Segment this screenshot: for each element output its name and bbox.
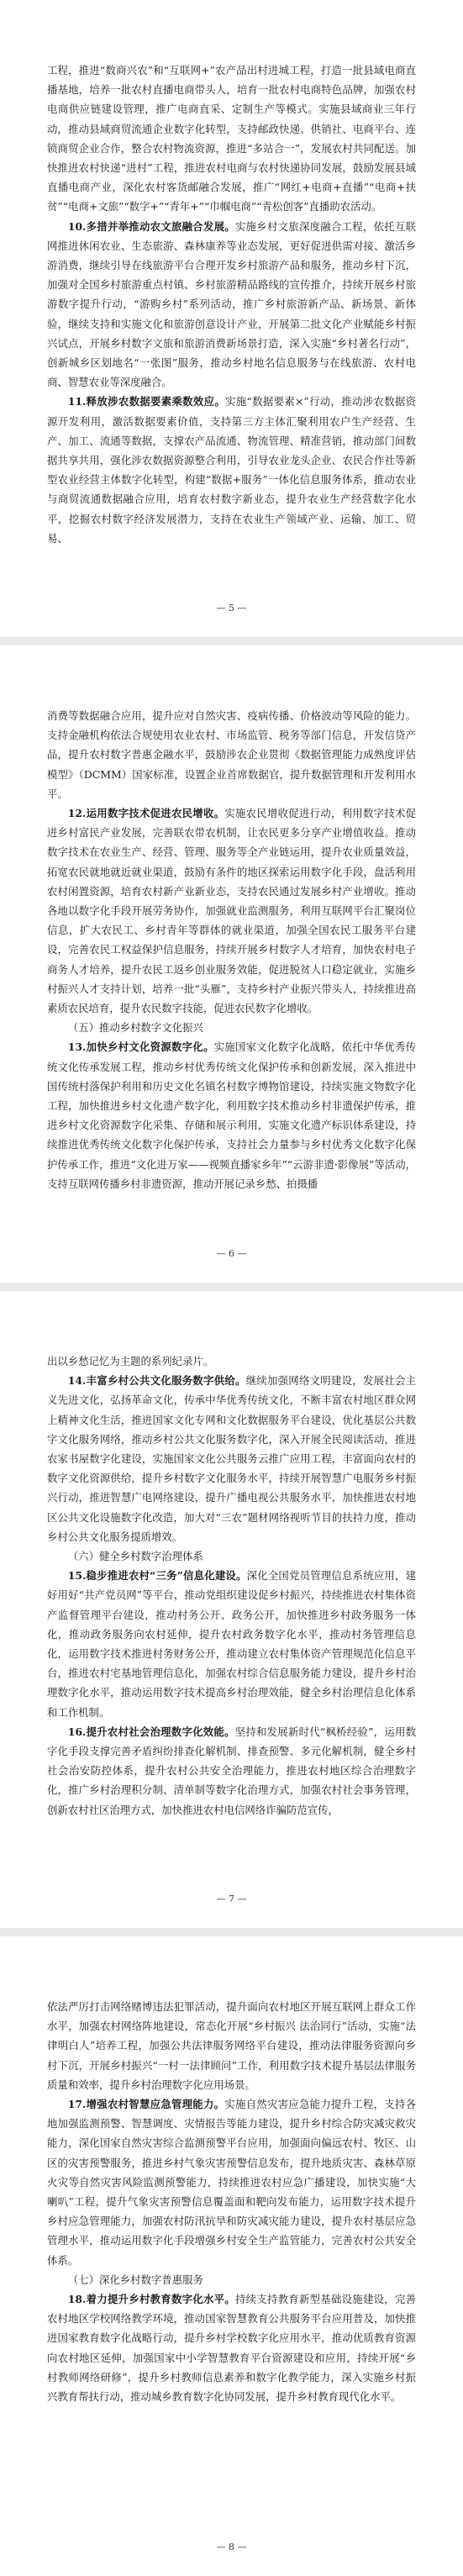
paragraph: 14.丰富乡村公共文化服务数字供给。继续加强网络文明建设，发展社会主义先进文化，弘扬革命文化，传承中华优秀传统文化，不断丰富农村地区群众网上精神文化生活，推进国家文化专网和文化数据服务平台建设，优化基层公共数字文化服务网络，推动乡村公共文化服务数字化，深入开展全民阅读活动，推进农家书屋数字化建设，实施国家文化公共服务云推广应用工程，丰富面向农村的数字文化资源供给，提升乡村数字文化服务水平，持续开展智慧广电服务乡村振兴行动，推进智慧广电网络建设，提升广播电视公共服务水平，加快推进农村地区公共文化设施数字化改造，加大对“三农”题材网络视听节目的扶持力度，推动乡村公共文化服务提质增效。	[47, 1374, 417, 1543]
paragraph: 16.提升农村社会治理数字化效能。坚持和发展新时代“枫桥经验”，运用数字化手段支撑完善矛盾纠纷排查化解机制、排查预警、多元化解机制，健全乡村社会治安防控体系，提升农村公共安全治理能力，推进农村地区综合治理数字化，推广乡村治理积分制、清单制等数字化治理方式，加强农村社会事务管理，创新农村社区治理方式，加快推进农村电信网络诈骗防范宣传，	[47, 1725, 417, 1816]
paragraph-lead: 10.多措并举推动农文旅融合发展。	[67, 219, 235, 233]
document-page-8	[0, 1936, 463, 2576]
paragraph: 工程，推进“数商兴农”和“互联网+”农产品出村进城工程，打造一批县域电商直播基地，培养一批农村直播电商带头人，培育一批农村电商特色品牌，加强农村电商供应链建设管理，推广电商直采、定制生产等模式。实施县域商业三年行动，推动县域商贸流通企业数字化转型，支持邮政快递、供销社、电商平台、连锁商贸企业合作，整合农村物流资源，推进“多站合一”，发展农村共同配送。加快推进农村快递“进村”工程，推进农村电商与农村快递协同发展，鼓励发展县域直播电商产业，深化农村客货邮融合发展，推广“网红+电商+直播”“电商+扶贫”“电商+文旅”“数字+”“青年+”“巾帼电商”“青松创客”直播助农活动。	[47, 64, 416, 213]
document-page-7	[0, 1291, 463, 1928]
document-page-6	[0, 645, 463, 1283]
paragraph-lead: 18.着力提升乡村教育数字化水平。	[67, 2293, 235, 2306]
page-number: — 8 —	[216, 2542, 247, 2552]
paragraph: 出以乡愁记忆为主题的系列纪录片。	[47, 1355, 214, 1367]
paragraph-lead: 15.稳步推进农村“三务”信息化建设。	[67, 1569, 247, 1583]
page-number: — 6 —	[216, 1248, 247, 1259]
paragraph-lead: 17.增强农村智慧应急管理能力。	[67, 2098, 225, 2111]
paragraph: 13.加快乡村文化资源数字化。实施国家文化数字化战略，依托中华优秀传统文化传承发展工程，推动乡村优秀传统文化保护传承和创新发展，深入推进中国传统村落保护利用和历史文化名镇名村数字博物馆建设，持续实施文物数字化工程，加快推进乡村文化遗产数字化，利用数字技术推动乡村非遗保护传承，推进乡村文化资源数字化采集、存储和展示利用，实施文化遗产标识体系建设，持续推进优秀传统文化数字化保护传承，支持社会力量参与乡村优秀文化数字化保护传承工作，推进“文化进万家——视频直播家乡年”“云游非遗·影像展”等活动，支持互联网传播乡村非遗资源，推动开展记录乡愁、拍摄播	[47, 1040, 417, 1190]
paragraph: 依法严厉打击网络赌博违法犯罪活动，提升面向农村地区开展互联网上群众工作水平，加强农村网络阵地建设，常态化开展“乡村振兴 法治同行”活动，实施“法律明白人”培养工程，加强公共法律服务网络平台建设，推动法律服务资源向乡村下沉，开展乡村振兴“一村一法律顾问”工作，利用数字技术提升基层法律服务质量和效率，提升乡村治理数字化应用场景。	[47, 2000, 416, 2091]
paragraph-lead: 14.丰富乡村公共文化服务数字供给。	[67, 1374, 246, 1388]
paragraph: 15.稳步推进农村“三务”信息化建设。深化全国党员管理信息系统应用，建好用好“共产党员网”等平台，推动党组织建设促乡村振兴，持续推进农村集体资产监督管理平台建设，推动村务公开、政务公开，加快推进乡村政务服务一体化，推动政务服务向农村延伸，提升农村政务数字化水平，推动村务管理信息化，运用数字技术推进村务财务公开，推动建立农村集体资产管理规范化信息平台，推进农村宅基地管理信息化，加强农村综合信息服务能力建设，提升乡村治理数字化水平，推动运用数字技术提高乡村治理效能，健全乡村治理信息化体系和工作机制。	[47, 1569, 417, 1719]
paragraph: 11.释放涉农数据要素乘数效应。实施“数据要素×”行动，推动涉农数据资源开发利用，激活数据要素价值，支持第三方主体汇聚利用农户生产经营、生产、加工、流通等数据，支撑农产品流通、物流管理、精准营销，推动部门间数据共享共用，强化涉农数据资源整合利用，引导农业龙头企业、农民合作社等新型农业经营主体数字化转型，构建“数据+服务”一体化信息服务体系，推动农业与商贸流通数据融合应用，培育农村数字新业态，提升农业生产经营数字化水平，挖掘农村数字经济发展潜力，支持在农业生产领域产业、运输、加工、贸易、	[47, 395, 416, 545]
paragraph: 18.着力提升乡村教育数字化水平。持续支持教育新型基础设施建设，完善农村地区学校网络教学环境，推动国家智慧教育公共服务平台应用普及，加快推进国家教育数字化战略行动，提升乡村学校数字化应用水平，推动优质教育资源向农村地区延伸，加强国家中小学智慧教育平台资源建设和应用，持续开展“乡村教师网络研修”，提升乡村教师信息素养和数字化教学能力，深入实施乡村振兴教育帮扶行动，推动城乡教育数字化协同发展，提升乡村教育现代化水平。	[47, 2293, 416, 2404]
paragraph: 17.增强农村智慧应急管理能力。实施自然灾害应急能力提升工程，支持各地加强监测预警、智慧调度、灾情报告等能力建设，提升乡村综合防灾减灾救灾能力，深化国家自然灾害综合监测预警平台应用，加强面向偏远农村、牧区、山区的灾害预警服务，推进乡村气象灾害预警信息发布，提升地质灾害、森林草原火灾等自然灾害风险监测预警能力，持续推进农村应急广播建设，加快实施“大喇叭”工程，提升气象灾害预警信息覆盖面和靶向发布能力，运用数字技术提升乡村应急管理能力，加强农村防汛抗旱和防灾减灾能力建设，提升农村基层应急管理水平，推动运用数字化手段增强乡村安全生产监管能力，完善农村公共安全体系。	[47, 2098, 417, 2267]
section-heading: （七）深化乡村数字普惠服务	[67, 2273, 203, 2286]
paragraph-lead: 13.加快乡村文化资源数字化。	[67, 1040, 214, 1054]
paragraph-lead: 16.提升农村社会治理数字化效能。	[67, 1725, 235, 1738]
paragraph-lead: 12.运用数字技术促进农民增收。	[67, 807, 225, 820]
paragraph-lead: 11.释放涉农数据要素乘数效应。	[67, 395, 226, 408]
section-heading: （五）推动乡村数字文化振兴	[67, 1021, 203, 1035]
paragraph: 消费等数据融合应用，提升应对自然灾害、疫病传播、价格波动等风险的能力。支持金融机构依法合规使用农业农村、市场监管、税务等部门信息，开发信贷产品，提升农村数字普惠金融水平，鼓励涉农企业贯彻《数据管理能力成熟度评估模型》（DCMM）国家标准，设置企业首席数据官，提升数据管理和开发利用水平。	[47, 709, 416, 800]
page-number: — 5 —	[216, 603, 247, 614]
document-page-5	[0, 0, 463, 637]
paragraph: 10.多措并举推动农文旅融合发展。实施乡村文旅深度融合工程，依托互联网推进休闲农业、生态旅游、森林康养等业态发展，更好促进供需对接、激活乡游消费，继续引导在线旅游平台合理开发乡村旅游产品和服务，推动乡村下沉，加强对全国乡村旅游重点村镇、乡村旅游精品路线的宣传推介，持续开展乡村旅游数字提升行动，“游购乡村”系列活动，推广乡村旅游新产品、新场景、新体验，继续支持和实施文化和旅游创意设计产业，开展第二批文化产业赋能乡村振兴试点，开展乡村数字文旅和旅游消费新场景打造，深入实施“乡村著名行动”，创新城乡区划地名“一张图”服务，推动乡村地名信息服务与在线旅游、农村电商、智慧农业等深度融合。	[47, 219, 416, 389]
page-number: — 7 —	[216, 1894, 247, 1904]
paragraph: 12.运用数字技术促进农民增收。实施农民增收促进行动，利用数字技术促进乡村富民产业发展，完善联农带农机制，让农民更多分享产业增值收益。推动数字技术在农业生产、经营、管理、服务等全产业链运用，提升农业质量效益，拓宽农民就地就近就业渠道，鼓励有条件的地区探索运用数字化手段，盘活利用农村闲置资源，培育农村新产业新业态，支持农民通过发展乡村产业增收。推动各地以数字化手段开展劳务协作，加强就业监测服务，利用互联网平台汇聚岗位信息，扩大农民工、乡村青年等群体的就业渠道，加强全国农民工服务平台建设，完善农民工权益保护信息服务，持续开展乡村数字人才培育，加快农村电子商务人才培养，提升农民工返乡创业服务效能，促进脱贫人口稳定就业，实施乡村振兴人才支持计划，培养一批“头雁”，支持乡村产业振兴带头人，持续推进高素质农民培育，提升农民数字技能，促进农民数字化增收。	[47, 807, 417, 1015]
section-heading: （六）健全乡村数字治理体系	[67, 1550, 203, 1563]
